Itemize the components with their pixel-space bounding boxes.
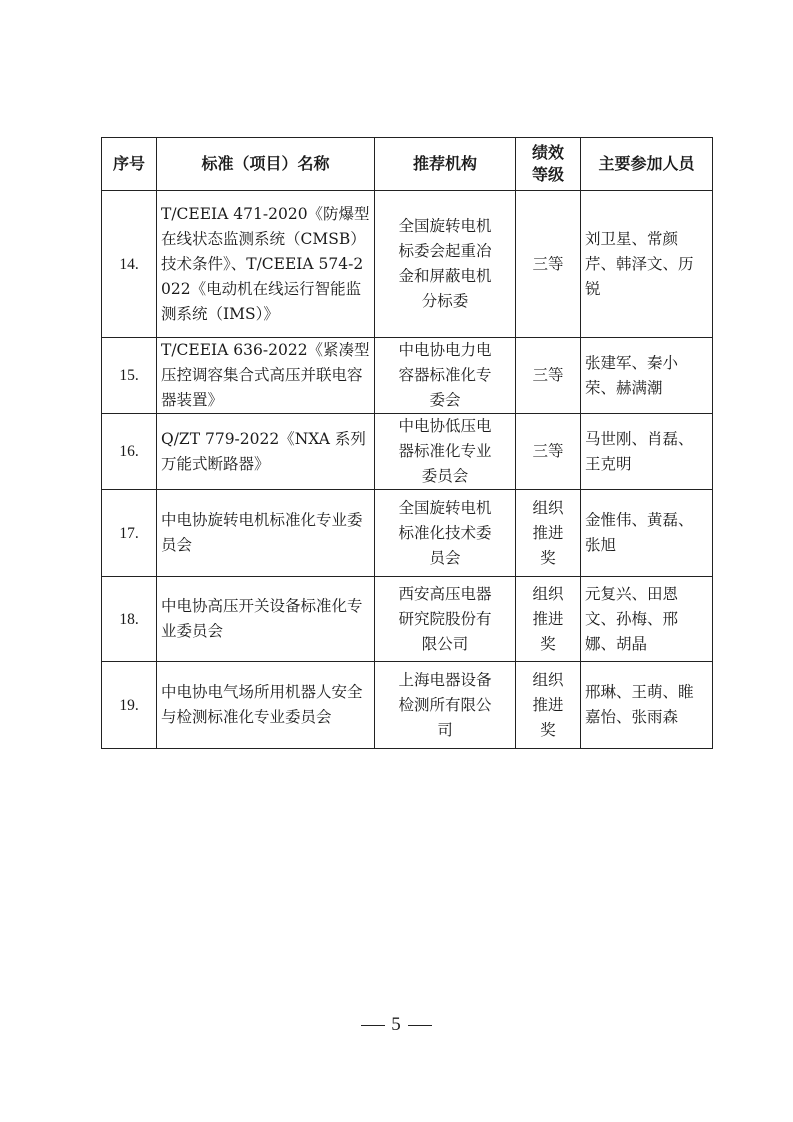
header-name: 标准（项目）名称 xyxy=(157,138,375,191)
row-seq: 19. xyxy=(102,662,157,749)
row-org: 西安高压电器研究院股份有限公司 xyxy=(375,577,516,662)
row-grade: 三等 xyxy=(516,414,581,490)
row-people: 马世刚、肖磊、王克明 xyxy=(581,414,713,490)
row-seq: 17. xyxy=(102,490,157,577)
table-row xyxy=(102,490,713,577)
row-grade: 组织推进奖 xyxy=(516,577,581,662)
row-people: 张建军、秦小荣、赫满潮 xyxy=(581,338,713,414)
row-grade: 三等 xyxy=(516,191,581,338)
header-seq: 序号 xyxy=(102,138,157,191)
page-number-value: 5 xyxy=(391,1014,402,1035)
row-seq: 18. xyxy=(102,577,157,662)
header-org: 推荐机构 xyxy=(375,138,516,191)
row-org: 全国旋转电机标准化技术委员会 xyxy=(375,490,516,577)
row-grade: 三等 xyxy=(516,338,581,414)
row-name: 中电协电气场所用机器人安全与检测标准化专业委员会 xyxy=(157,662,375,749)
header-people: 主要参加人员 xyxy=(581,138,713,191)
row-org: 中电协低压电器标准化专业委员会 xyxy=(375,414,516,490)
table-row xyxy=(102,662,713,749)
dash-right xyxy=(408,1025,432,1026)
row-grade: 组织推进奖 xyxy=(516,490,581,577)
row-name: 中电协高压开关设备标准化专业委员会 xyxy=(157,577,375,662)
table-row xyxy=(102,191,713,338)
table-row xyxy=(102,414,713,490)
row-org: 中电协电力电容器标准化专委会 xyxy=(375,338,516,414)
dash-left xyxy=(361,1025,385,1026)
row-org: 全国旋转电机标委会起重冶金和屏蔽电机分标委 xyxy=(375,191,516,338)
table-row xyxy=(102,577,713,662)
table-row xyxy=(102,338,713,414)
row-people: 金惟伟、黄磊、张旭 xyxy=(581,490,713,577)
awards-table xyxy=(101,137,713,749)
row-name: T/CEEIA 471-2020《防爆型在线状态监测系统（CMSB）技术条件》、T/CEEIA 574-2022《电动机在线运行智能监测系统（IMS）》 xyxy=(157,191,375,338)
row-seq: 14. xyxy=(102,191,157,338)
row-name: Q/ZT 779-2022《NXA 系列万能式断路器》 xyxy=(157,414,375,490)
header-grade: 绩效等级 xyxy=(516,138,581,191)
table-header-row xyxy=(102,138,713,191)
row-people: 邢琳、王萌、睢嘉怡、张雨森 xyxy=(581,662,713,749)
page-number xyxy=(0,1014,793,1036)
row-seq: 16. xyxy=(102,414,157,490)
row-grade: 组织推进奖 xyxy=(516,662,581,749)
row-people: 刘卫星、常颜芹、韩泽文、历锐 xyxy=(581,191,713,338)
row-org: 上海电器设备检测所有限公司 xyxy=(375,662,516,749)
row-name: 中电协旋转电机标准化专业委员会 xyxy=(157,490,375,577)
row-name: T/CEEIA 636-2022《紧凑型压控调容集合式高压并联电容器装置》 xyxy=(157,338,375,414)
row-people: 元复兴、田恩文、孙梅、邢娜、胡晶 xyxy=(581,577,713,662)
row-seq: 15. xyxy=(102,338,157,414)
